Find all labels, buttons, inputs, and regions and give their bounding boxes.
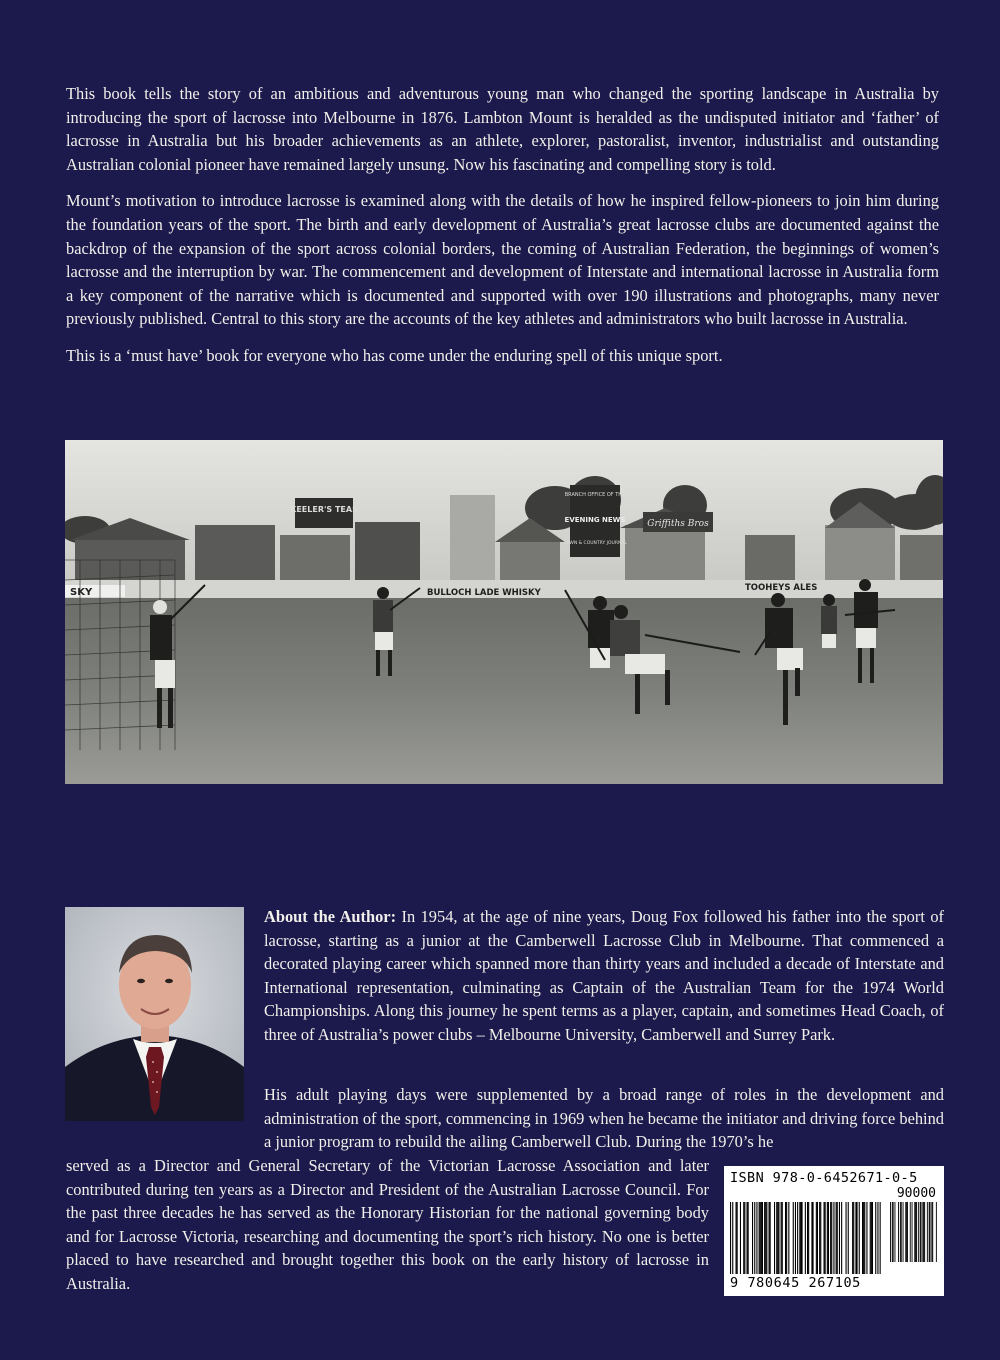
author-bio-text-1: In 1954, at the age of nine years, Doug Fox followed his father into the sport of lacrosse, starting as a junior at the Camberwell Lacrosse Club in Melbourne. That commenced a decorated playing career which spanned more than thirty years and included a decade of Interstate and International representation, culminating as Captain of the Australian Team for the 1974 World Championships. Along this journey he spent terms as a player, captain, and sometimes Head Coach, of three of Australia’s power clubs – Melbourne University, Camberwell and Surrey Park. [264,907,944,1044]
blurb-paragraph-3: This is a ‘must have’ book for everyone who has come under the enduring spell of this unique sport. [66,345,723,365]
historic-lacrosse-photo [65,440,943,784]
barcode-bar [761,1202,762,1274]
barcode-bar [827,1202,828,1274]
barcode-addon-bar [932,1202,933,1262]
barcode-bar [855,1202,856,1274]
barcode-bar [740,1202,741,1274]
barcode-addon: 90000 [896,1186,936,1201]
barcode-bar [744,1202,745,1274]
barcode-bar [877,1202,878,1274]
barcode-bar [736,1202,737,1274]
barcode-addon-bar [920,1202,921,1262]
isbn-label: ISBN 978-0-6452671-0-5 [730,1170,918,1186]
barcode-bar [813,1202,814,1274]
barcode-bar [857,1202,858,1274]
barcode-bar [769,1202,770,1274]
barcode-addon-bar [892,1202,893,1262]
barcode-number: 9 780645 267105 [730,1275,861,1291]
barcode-bar [770,1202,771,1274]
barcode-bar [816,1202,817,1274]
barcode-bar [785,1202,786,1274]
author-portrait-image [65,907,244,1121]
barcode-addon-bar [907,1202,908,1262]
barcode-addon-bar [929,1202,930,1262]
barcode-bar [828,1202,829,1274]
barcode-addon-bar [910,1202,911,1262]
barcode-addon-bar [903,1202,904,1262]
barcode-bar [766,1202,767,1274]
barcode-bar [836,1202,837,1274]
barcode-addon-bar [924,1202,925,1262]
sign-keelers: KEELER'S TEAS [290,505,358,514]
barcode-addon-bar [905,1202,906,1262]
barcode-bar [837,1202,838,1274]
barcode-bar [743,1202,744,1274]
barcode-bar [797,1202,798,1274]
barcode-bar [871,1202,872,1274]
barcode-bar [853,1202,854,1274]
author-portrait [65,907,244,1121]
barcode-bar [765,1202,766,1274]
barcode-bar [782,1202,783,1274]
barcode-bar [863,1202,864,1274]
barcode-bar [730,1202,731,1274]
barcode-bar [759,1202,760,1274]
barcode-bar [778,1202,779,1274]
barcode-bar [852,1202,853,1274]
barcode-bar [846,1202,847,1274]
barcode-bar [800,1202,801,1274]
sign-town-country: TOWN & COUNTRY JOURNAL [563,541,627,546]
barcode-addon-bar [893,1202,894,1262]
barcode-bar [880,1202,881,1274]
author-bio-part-1 [264,905,944,1047]
barcode-bar [762,1202,763,1274]
blurb-paragraph-1: This book tells the story of an ambitious and adventurous young man who changed the sporting landscape in Australia by introducing the sport of lacrosse into Melbourne in 1876. Lambton Mount is heralded as the undisputed initiator and ‘father’ of lacrosse in Australia but his broader achievements as an athlete, explorer, pastoralist, inventor, industrialist and outstanding Australian colonial pioneer have remained largely unsung. Now his fascinating and compelling story is told. [66,84,939,174]
sign-bulloch: BULLOCH LADE WHISKY [427,588,541,598]
barcode-addon-bar [900,1202,901,1262]
barcode-bar [799,1202,800,1274]
barcode-bar [807,1202,808,1274]
barcode-bar [795,1202,796,1274]
barcode-bar [786,1202,787,1274]
barcode-bar [862,1202,863,1274]
barcode-bar [864,1202,865,1274]
lacrosse-match-illustration [65,440,943,784]
barcode-addon-bar [922,1202,923,1262]
barcode-addon-bar [906,1202,907,1262]
barcode-bar [764,1202,765,1274]
barcode-bar [748,1202,749,1274]
barcode-bar [875,1202,876,1274]
sign-tooheys: TOOHEYS ALES [745,583,818,593]
barcode-addon-bar [916,1202,917,1262]
barcode-bar [774,1202,775,1274]
isbn-barcode [724,1166,944,1296]
barcode-bar [824,1202,825,1274]
barcode-bar [760,1202,761,1274]
sign-sky: SKY [70,587,93,598]
barcode-bar [833,1202,834,1274]
blurb [66,82,939,381]
barcode-addon-bar [927,1202,928,1262]
author-bio-part-3: served as a Director and General Secretary of the Victorian Lacrosse Association and later contributed during ten years as a Director and President of the Australian Lacrosse Council. For the past three decades he has served as the Honorary Historian for the national governing body and for Lacrosse Victoria, researching and documenting the sport’s rich history. No one is better placed to have researched and brought together this book on the early history of lacrosse in Australia. [66,1156,709,1293]
barcode-bar [777,1202,778,1274]
barcode-bar [870,1202,871,1274]
barcode-bar [805,1202,806,1274]
sign-branch-office: BRANCH OFFICE OF THE [564,492,626,498]
barcode-bar [747,1202,748,1274]
barcode-bar [830,1202,831,1274]
barcode-bar [808,1202,809,1274]
barcode-bar [756,1202,757,1274]
author-heading: About the Author: [264,907,397,926]
barcode-bar [781,1202,782,1274]
barcode-bar [819,1202,820,1274]
barcode-bars [730,1202,938,1274]
barcode-bar [831,1202,832,1274]
barcode-bar [825,1202,826,1274]
barcode-bar [737,1202,738,1274]
barcode-bar [841,1202,842,1274]
barcode-bar [752,1202,753,1274]
barcode-bar [788,1202,789,1274]
barcode-bar [811,1202,812,1274]
barcode-addon-bar [921,1202,922,1262]
barcode-bar [872,1202,873,1274]
barcode-bar [820,1202,821,1274]
barcode-addon-bar [890,1202,891,1262]
author-bio-part-2: His adult playing days were supplemented by a broad range of roles in the development and administration of the sport, commencing in 1969 when he became the initiator and driving force behind a junior program to rebuild the ailing Camberwell Club. During the 1970’s he [264,1085,944,1152]
barcode-bar [848,1202,849,1274]
barcode-addon-bar [901,1202,902,1262]
barcode-bar [732,1202,733,1274]
barcode-bar [793,1202,794,1274]
barcode-addon-bar [912,1202,913,1262]
barcode-addon-bar [898,1202,899,1262]
barcode-bar [802,1202,803,1274]
barcode-addon-bar [918,1202,919,1262]
barcode-bar [866,1202,867,1274]
blurb-paragraph-2: Mount’s motivation to introduce lacrosse is examined along with the details of how he inspired fellow-pioneers to join him during the foundation years of the sport. The birth and early development of Australia’s great lacrosse clubs are documented against the backdrop of the expansion of the sport across colonial borders, the coming of Australian Federation, the beginnings of women’s lacrosse and the interruption by war. The commencement and development of Interstate and international lacrosse in Australia form a key component of the narrative which is documented and supported with over 190 illustrations and photographs, many never previously published. Central to this story are the accounts of the key athletes and administrators who built lacrosse in Australia. [66,191,939,329]
barcode-addon-bar [923,1202,924,1262]
barcode-bar [839,1202,840,1274]
barcode-bar [859,1202,860,1274]
barcode-addon-bar [931,1202,932,1262]
barcode-bar [754,1202,755,1274]
sign-griffiths: Griffiths Bros [647,519,709,529]
barcode-bar [776,1202,777,1274]
barcode-addon-bar [914,1202,915,1262]
barcode-addon-bar [895,1202,896,1262]
barcode-addon-bar [915,1202,916,1262]
barcode-addon-bar [936,1202,937,1262]
barcode-bar [817,1202,818,1274]
barcode-addon-bar [930,1202,931,1262]
sign-evening-news: EVENING NEWS [564,516,626,524]
